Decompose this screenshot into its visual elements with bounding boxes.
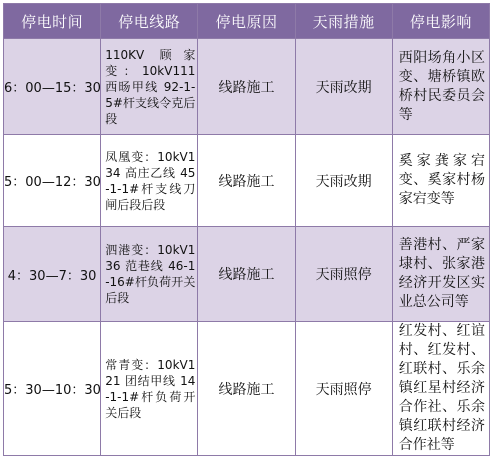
cell-outage-impact: 红发村、红谊村、红发村、红联村、乐余镇红星村经济合作社、乐余镇红联村经济合作社等: [392, 322, 489, 456]
cell-outage-reason: 线路施工: [198, 227, 295, 322]
header-rain-measure: 天雨措施: [295, 4, 392, 39]
power-outage-table: [3, 3, 490, 456]
cell-outage-time: 6：00—15：30: [4, 39, 101, 135]
cell-outage-impact: 善港村、严家埭村、张家港经济开发区实业总公司等: [392, 227, 489, 322]
cell-outage-line: 凤凰变：10kV134 高庄乙线 45-1-1#杆支线刀闸后段后段: [101, 135, 198, 227]
cell-outage-impact: 奚家龚家宕变、奚家村杨家宕变等: [392, 135, 489, 227]
cell-outage-reason: 线路施工: [198, 322, 295, 456]
table-row: [4, 135, 490, 227]
header-outage-reason: 停电原因: [198, 4, 295, 39]
table-header-row: [4, 4, 490, 39]
table-row: [4, 322, 490, 456]
cell-outage-line: 110KV 顾家变：10kV111 西旸甲线 92-1-5#杆支线令克后段: [101, 39, 198, 135]
header-outage-time: 停电时间: [4, 4, 101, 39]
cell-outage-reason: 线路施工: [198, 39, 295, 135]
header-outage-impact: 停电影响: [392, 4, 489, 39]
table-row: [4, 227, 490, 322]
cell-rain-measure: 天雨照停: [295, 322, 392, 456]
table-row: [4, 39, 490, 135]
cell-outage-time: 5：00—12：30: [4, 135, 101, 227]
cell-outage-reason: 线路施工: [198, 135, 295, 227]
header-outage-line: 停电线路: [101, 4, 198, 39]
cell-rain-measure: 天雨改期: [295, 135, 392, 227]
cell-outage-time: 4：30—7：30: [4, 227, 101, 322]
cell-rain-measure: 天雨改期: [295, 39, 392, 135]
cell-rain-measure: 天雨照停: [295, 227, 392, 322]
cell-outage-impact: 西阳场角小区变、塘桥镇欧桥村民委员会等: [392, 39, 489, 135]
cell-outage-line: 常青变：10kV121 团结甲线 14-1-1#杆负荷开关后段: [101, 322, 198, 456]
cell-outage-time: 5：30—10：30: [4, 322, 101, 456]
cell-outage-line: 泗港变：10kV136 范巷线 46-1-16#杆负荷开关后段: [101, 227, 198, 322]
